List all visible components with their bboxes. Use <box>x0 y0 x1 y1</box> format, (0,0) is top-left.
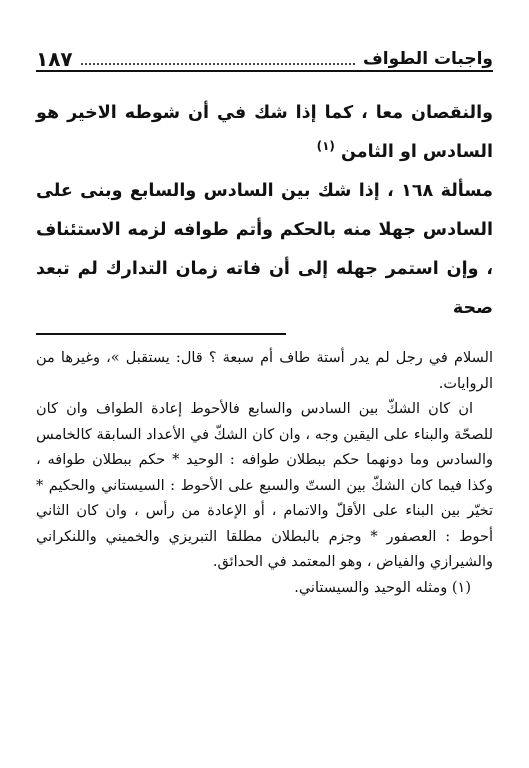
page-header <box>36 44 493 72</box>
footnote: (١) ومثله الوحيد والسيستاني. <box>294 579 471 596</box>
notes-continuation: السلام في رجل لم يدر أستة طاف أم سبعة ؟ قال: يستقبل »، وغيرها من الروايات. <box>36 350 493 392</box>
main-text <box>36 94 493 328</box>
notes-commentary: ان كان الشكّ بين السادس والسابع فالأحوط إعادة الطواف وان كان للصحّة والبناء على اليقين وجه ، وان كان الشكّ في الأعداد السابقة كالخامس والسادس وما دونهما حكم ببطلان طوافه : الوحيد * حكم ببطلان طوافه ، وكذا فيما كان الشكّ بين الستّ والسبع على الأحوط : السيستاني والحكيم * تخيّر بين البناء على الأقلّ والاتمام ، أو الإعادة من رأس ، وان كان الثاني أحوط : العصفور * وجزم بالبطلان مطلقا التبريزي والخميني واللنكراني والشيرازي والفياض ، وهو المعتمد في الحدائق. <box>36 401 493 570</box>
main-paragraph-2-text: إذا شك بين السادس والسابع وبنى على السادس جهلا منه بالحكم وأتم طوافه لزمه الاستئناف ، وإن استمر جهله إلى أن فاته زمان التدارك لم تبعد صحة <box>36 181 493 318</box>
notes-section <box>36 346 493 601</box>
main-paragraph-1 <box>36 94 493 172</box>
footnote-reference: (١) <box>316 139 335 154</box>
page-number: ١٨٧ <box>36 47 73 71</box>
footnote-divider <box>36 333 286 335</box>
main-paragraph-2 <box>36 172 493 328</box>
main-paragraph-1-text: والنقصان معا ، كما إذا شك في أن شوطه الاخير هو السادس او الثامن <box>36 103 493 162</box>
running-title: واجبات الطواف <box>363 49 493 69</box>
header-dot-leader <box>81 63 355 65</box>
issue-label: مسألة ١٦٨ ، <box>387 181 493 201</box>
